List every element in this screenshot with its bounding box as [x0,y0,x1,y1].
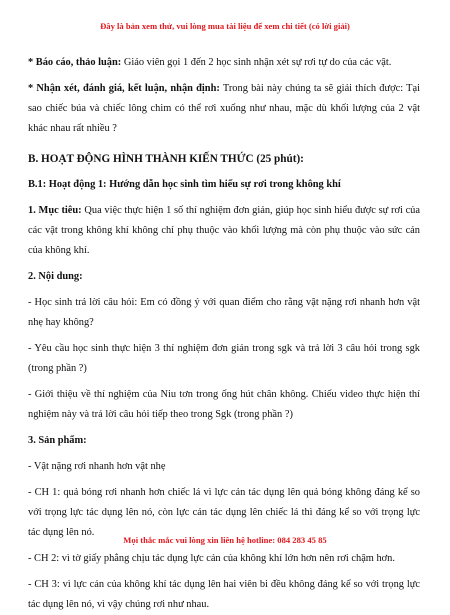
conclude-paragraph [28,79,420,139]
hotline-banner: Mọi thắc mắc vui lòng xin liên hệ hotline: 084 283 45 85 [123,535,327,545]
product-item: - CH 1: quả bóng rơi nhanh hơn chiếc lá vì lực cản tác dụng lên quả bóng không đáng kể so với trọng lực tác dụng lên nó, còn lực cản tác dụng lên chiếc lá thì đáng kể so với trọng lực tác dụng lên nó. [28,487,420,538]
content-item: - Yêu cầu học sinh thực hiện 3 thí nghiệm đơn giản trong sgk và trả lời 3 câu hỏi trong sgk (trong phần ?) [28,343,420,374]
goal-label: 1. Mục tiêu: [28,205,82,216]
report-paragraph [28,53,420,73]
product-heading: 3. Sản phẩm: [28,435,87,446]
conclude-label: * Nhận xét, đánh giá, kết luận, nhận định: [28,83,220,94]
content-item: - Giới thiệu về thí nghiệm của Niu tơn trong ống hút chân không. Chiếu video thực hiện thí nghiệm này và trả lời câu hỏi tiếp theo trong Sgk (trong phần ?) [28,389,420,420]
conclude-text: Trong bài này chúng ta sẽ giải thích được: Tại sao chiếc búa và chiếc lông chim có thể rơi xuống như nhau, mặc dù khối lượng của 2 vật khác nhau rất nhiều ? [28,83,420,134]
section-b-heading: B. HOẠT ĐỘNG HÌNH THÀNH KIẾN THỨC (25 phút): [28,153,304,165]
product-item: - CH 3: vì lực cản của không khí tác dụng lên hai viên bi đều không đáng kể so với trọng lực tác dụng lên nó, vì vậy chúng rơi như nhau. [28,579,420,610]
product-item: - Vật nặng rơi nhanh hơn vật nhẹ [28,461,166,472]
product-item: - CH 2: vì tờ giấy phẳng chịu tác dụng lực cản của không khí lớn hơn nên rơi chậm hơn. [28,553,395,564]
goal-text: Qua việc thực hiện 1 số thí nghiệm đơn giản, giúp học sinh hiểu được sự rơi của các vật trong không khí không chỉ phụ thuộc vào khối lượng mà còn phụ thuộc vào sức cản của không khí. [28,205,420,256]
goal-paragraph [28,201,420,261]
content-item: - Học sinh trả lời câu hỏi: Em có đồng ý với quan điểm cho rằng vật nặng rơi nhanh hơn vật nhẹ hay không? [28,297,420,328]
report-text: Giáo viên gọi 1 đến 2 học sinh nhận xét sự rơi tự do của các vật. [121,57,392,68]
preview-banner: Đây là bản xem thử, vui lòng mua tài liệu để xem chi tiết (có lời giải) [100,21,350,31]
document-body [28,53,420,615]
activity-heading: B.1: Hoạt động 1: Hướng dẫn học sinh tìm hiểu sự rơi trong không khí [28,179,341,190]
report-label: * Báo cáo, thảo luận: [28,57,122,68]
content-heading: 2. Nội dung: [28,271,83,282]
